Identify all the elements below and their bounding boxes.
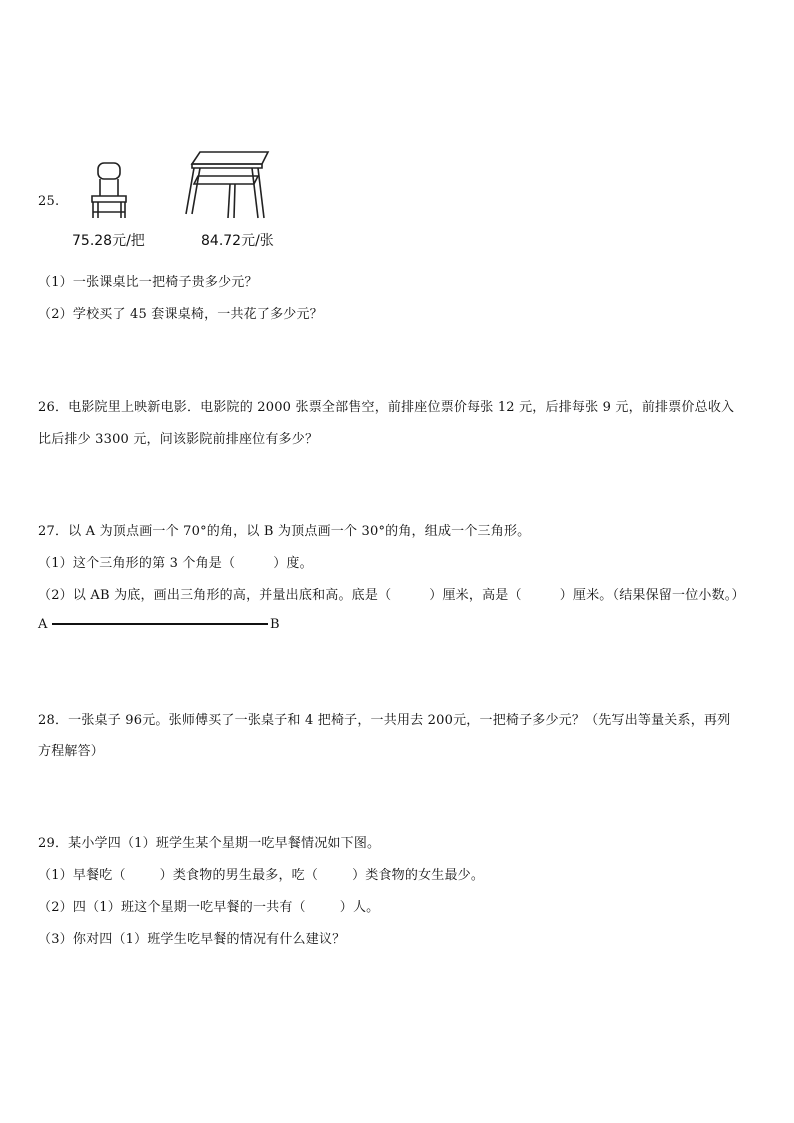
chair-price: 75.28元/把 (72, 233, 145, 249)
desk-price: 84.72元/张 (201, 233, 274, 249)
segment-label-b: B (270, 617, 280, 632)
question-26-line2: 比后排少 3300 元，问该影院前排座位有多少？ (38, 432, 319, 447)
question-29-sub2-text-a: （2）四（1）班这个星期一吃早餐的一共有（ (38, 900, 306, 915)
question-25-number: 25. (38, 194, 60, 209)
question-28-line2: 方程解答） (38, 744, 105, 759)
question-29-line1: 29．某小学四（1）班学生某个星期一吃早餐情况如下图。 (38, 836, 381, 851)
question-27-sub2-text-a: （2）以 AB 为底，画出三角形的高，并量出底和高。底是（ (38, 588, 392, 603)
question-27-sub2 (38, 584, 745, 603)
desk-icon (180, 148, 275, 222)
question-29-sub3: （3）你对四（1）班学生吃早餐的情况有什么建议？ (38, 932, 346, 947)
question-26-line1: 26．电影院里上映新电影．电影院的 2000 张票全部售空，前排座位票价每张 12 元，后排每张 9 元，前排票价总收入 (38, 400, 735, 415)
question-29-sub1 (38, 864, 484, 883)
question-25-sub1: （1）一张课桌比一把椅子贵多少元？ (38, 275, 258, 290)
question-29-sub1-text-b: ）类食物的男生最多，吃（ (159, 868, 319, 883)
segment-ab (52, 623, 268, 625)
chair-icon (88, 160, 133, 222)
question-27-sub1-text-b: ）度。 (273, 556, 313, 571)
question-29-sub1-text-c: ）类食物的女生最少。 (352, 868, 485, 883)
question-27-line1: 27．以 A 为顶点画一个 70°的角，以 B 为顶点画一个 30°的角，组成一个三角形。 (38, 524, 531, 539)
question-27-sub2-text-c: ）厘米。（结果保留一位小数。） (559, 588, 745, 603)
question-29-sub2-text-b: ）人。 (339, 900, 380, 915)
question-28-line1: 28．一张桌子 96元。张师傅买了一张桌子和 4 把椅子，一共用去 200元，一把椅子多少元？（先写出等量关系，再列 (38, 713, 731, 728)
question-27-sub1-text-a: （1）这个三角形的第 3 个角是（ (38, 556, 236, 571)
question-27-sub2-text-b: ）厘米，高是（ (429, 588, 522, 603)
question-29-sub1-text-a: （1）早餐吃（ (38, 868, 126, 883)
segment-label-a: A (38, 617, 48, 632)
question-25-sub2: （2）学校买了 45 套课桌椅，一共花了多少元？ (38, 307, 323, 322)
question-27-sub1 (38, 552, 313, 571)
question-29-sub2 (38, 896, 379, 915)
